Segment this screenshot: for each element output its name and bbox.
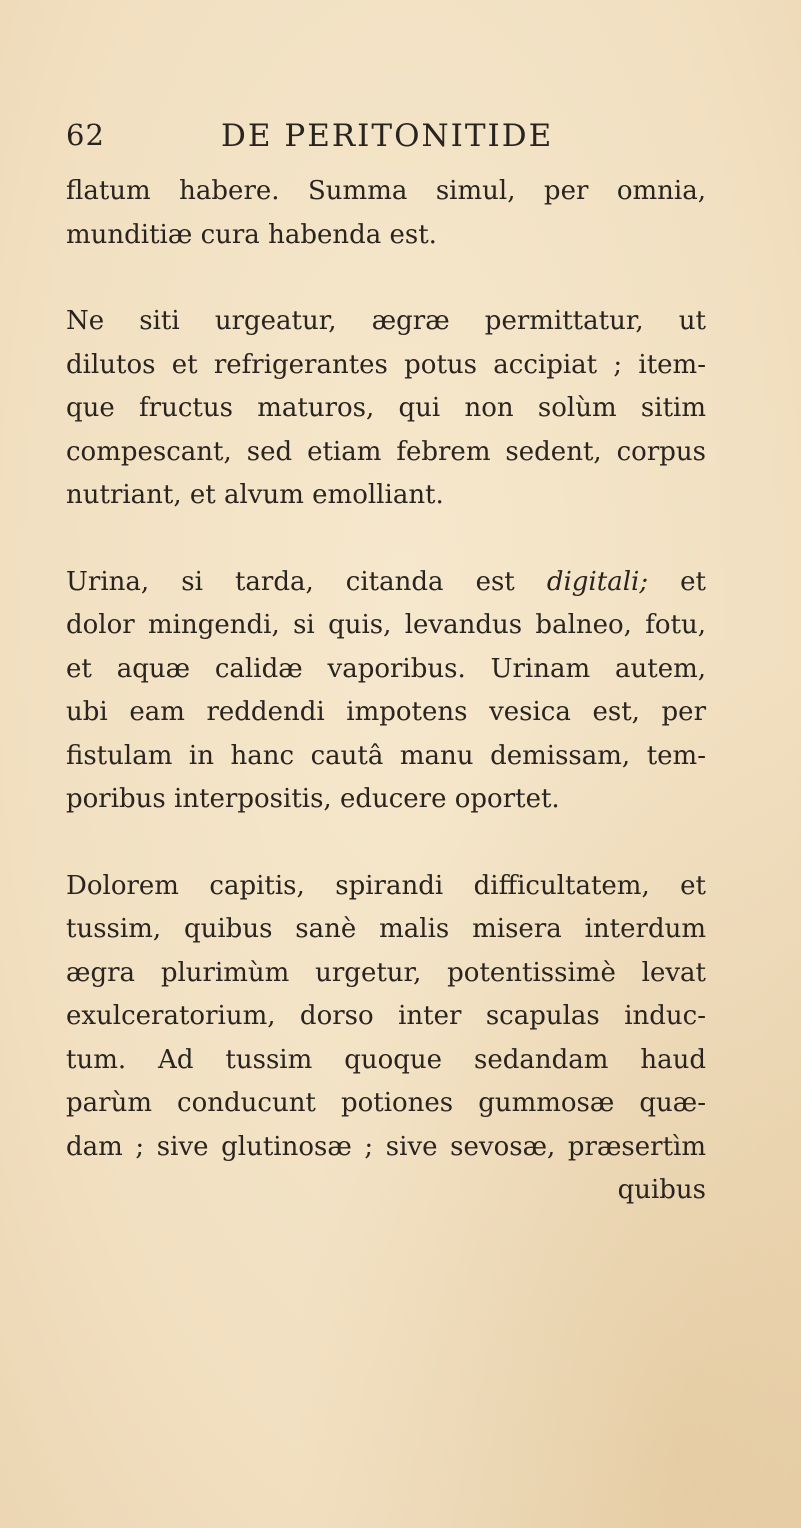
text-line: munditiæ cura habenda est.: [66, 219, 437, 250]
text-line: compescant, sed etiam febrem sedent, corpus: [66, 436, 706, 467]
text-line-with-italic: [66, 561, 706, 605]
italic-term: digitali;: [546, 566, 649, 597]
catchword: quibus: [617, 1175, 706, 1205]
text-line: dilutos et refrigerantes potus accipiat ; item-: [66, 349, 706, 380]
running-head: DE PERITONITIDE: [221, 118, 554, 154]
text-run: Urina, si tarda, citanda est: [66, 566, 515, 597]
text-line: que fructus maturos, qui non solùm sitim: [66, 393, 706, 423]
text-line: et aquæ calidæ vaporibus. Urinam autem,: [66, 653, 706, 684]
text-line: ubi eam reddendi impotens vesica est, per: [66, 697, 706, 727]
text-line: ægra plurimùm urgetur, potentissimè levat: [66, 957, 706, 988]
text-line: tussim, quibus sanè malis misera interdum: [66, 914, 706, 944]
text-line: Dolorem capitis, spirandi difficultatem, et: [66, 870, 706, 901]
text-run: et: [680, 566, 706, 597]
text-line: dolor mingendi, si quis, levandus balneo, fotu,: [66, 610, 706, 640]
text-line: tum. Ad tussim quoque sedandam haud: [66, 1044, 706, 1075]
text-line: fistulam in hanc cautâ manu demissam, tem-: [66, 740, 706, 771]
text-line: poribus interpositis, educere oportet.: [66, 784, 560, 814]
paragraph-4: [66, 865, 706, 1213]
text-line: parùm conducunt potiones gummosæ quæ-: [66, 1088, 706, 1118]
page-number: 62: [66, 118, 105, 152]
body-text: [66, 170, 706, 1256]
paragraph-2: [66, 300, 706, 518]
paragraph-3: [66, 561, 706, 822]
page-header: [66, 118, 746, 162]
text-line: nutriant, et alvum emolliant.: [66, 480, 444, 510]
paragraph-1: [66, 170, 706, 257]
text-line: dam ; sive glutinosæ ; sive sevosæ, præsertìm: [66, 1131, 706, 1162]
text-line: Ne siti urgeatur, ægræ permittatur, ut: [66, 306, 706, 336]
text-line: flatum habere. Summa simul, per omnia,: [66, 176, 706, 206]
text-line: exulceratorium, dorso inter scapulas induc-: [66, 1001, 706, 1031]
